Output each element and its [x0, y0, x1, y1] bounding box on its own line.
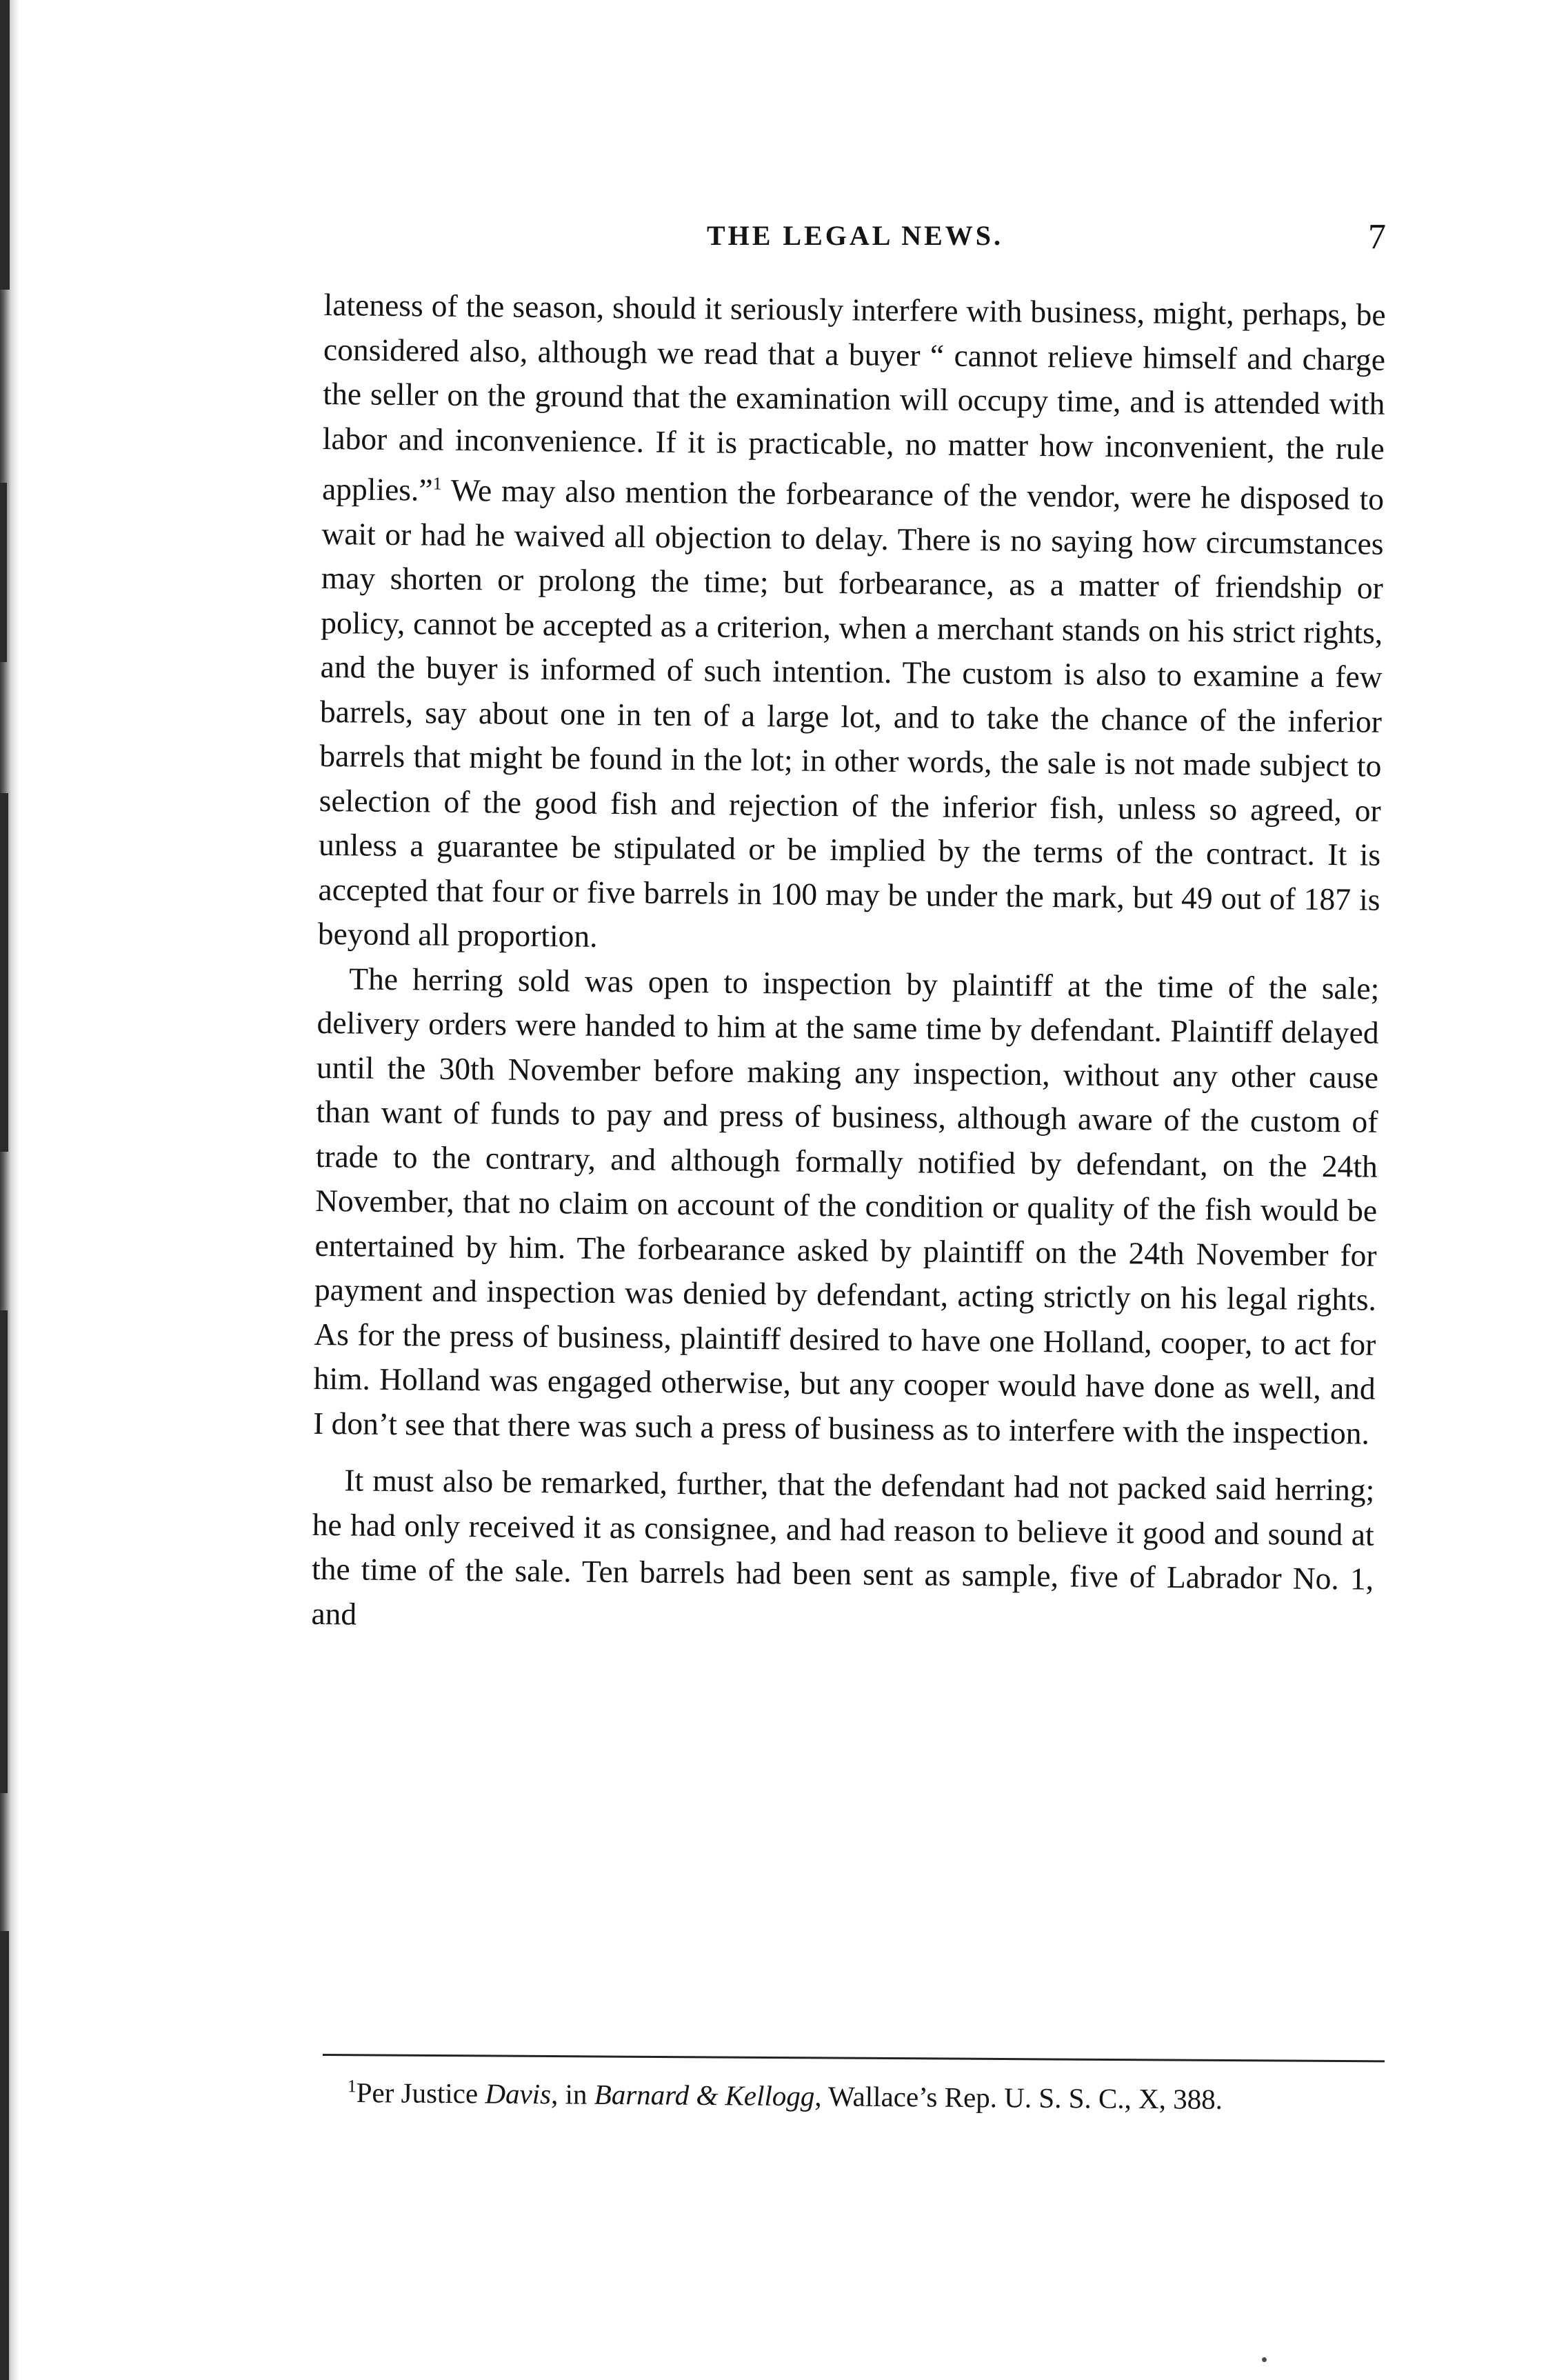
running-head — [324, 219, 1386, 261]
footnote-divider — [323, 2054, 1385, 2062]
paragraph-text: We may also mention the forbearance of the vendor, were he disposed to wait or had he waived all objection to delay. There is no saying how circumstances may shorten or prolong the time; but forbearance, as a matter of friendship or policy, cannot be accepted as a criterion, when a merchant stands on his strict rights, and the buyer is informed of such intention. The custom is also to examine a few barrels, say about one in ten of a large lot, and to take the chance of the inferior barrels that might be found in the lot; in other words, the sale is not made subject to selection of the good fish and rejection of the inferior fish, unless so agreed, or unless a guarantee be stipulated or be implied by the terms of the contract. It is accepted that four or five barrels in 100 may be under the mark, but 49 out of 187 is beyond all proportion. — [317, 472, 1385, 954]
print-speck — [1262, 2357, 1267, 2362]
footnote — [323, 2066, 1385, 2121]
footnote-reference: 1 — [432, 473, 442, 494]
spine-shadow — [0, 1931, 9, 2380]
spine-shadow — [0, 483, 7, 662]
footnote-text: , in — [550, 2078, 594, 2110]
footnote-text: Per Justice — [356, 2077, 485, 2110]
paragraph-text: lateness of the season, should it seriously interfere with business, might, perhaps, be considered also, although we read that a buyer “ cannot relieve himself and charge the seller on the ground that the examination will occupy time, and is attended with labor and inconvenience. If it is practicable, no matter how inconvenient, the rule applies.” — [321, 286, 1386, 508]
spine-shadow — [0, 793, 8, 1152]
article-body — [311, 283, 1386, 1646]
footnote-marker: 1 — [347, 2076, 356, 2097]
spine-shadow — [0, 1310, 8, 1793]
footnote-judge: Davis — [485, 2077, 552, 2110]
paragraph — [318, 283, 1386, 966]
footnote-case-name: Barnard & Kellogg — [594, 2078, 815, 2112]
journal-title: THE LEGAL NEWS. — [706, 220, 1004, 251]
page-spine-edge — [0, 0, 19, 2380]
paragraph: It must also be remarked, further, that the defendant had not packed said herring; he had only received it as consignee, and had reason to believe it good and sound at the time of the sale. Ten barrels had been sent as sample, five of Labrador No. 1, and — [311, 1462, 1375, 1632]
spine-shadow — [0, 0, 10, 290]
footnote-text: , Wallace’s Rep. U. S. S. C., X, 388. — [814, 2080, 1223, 2115]
page-number: 7 — [1368, 217, 1386, 257]
paragraph: The herring sold was open to inspection by plaintiff at the time of the sale; delivery orders were handed to him at the same time by defendant. Plaintiff delayed until the 30th November before making any inspection, without any other cause than want of funds to pay and press of business, although aware of the custom of trade to the contrary, and although formally notified by defendant, on the 24th November, that no claim on account of the condition or quality of the fish would be entertained by him. The forbearance asked by plaintiff on the 24th November for payment and inspection was denied by defendant, acting strictly on his legal rights. As for the press of business, plaintiff desired to have one Holland, cooper, to act for him. Holland was engaged otherwise, but any cooper would have done as well, and I don’t see that there was such a press of business as to interfere with the inspection. — [312, 961, 1380, 1451]
